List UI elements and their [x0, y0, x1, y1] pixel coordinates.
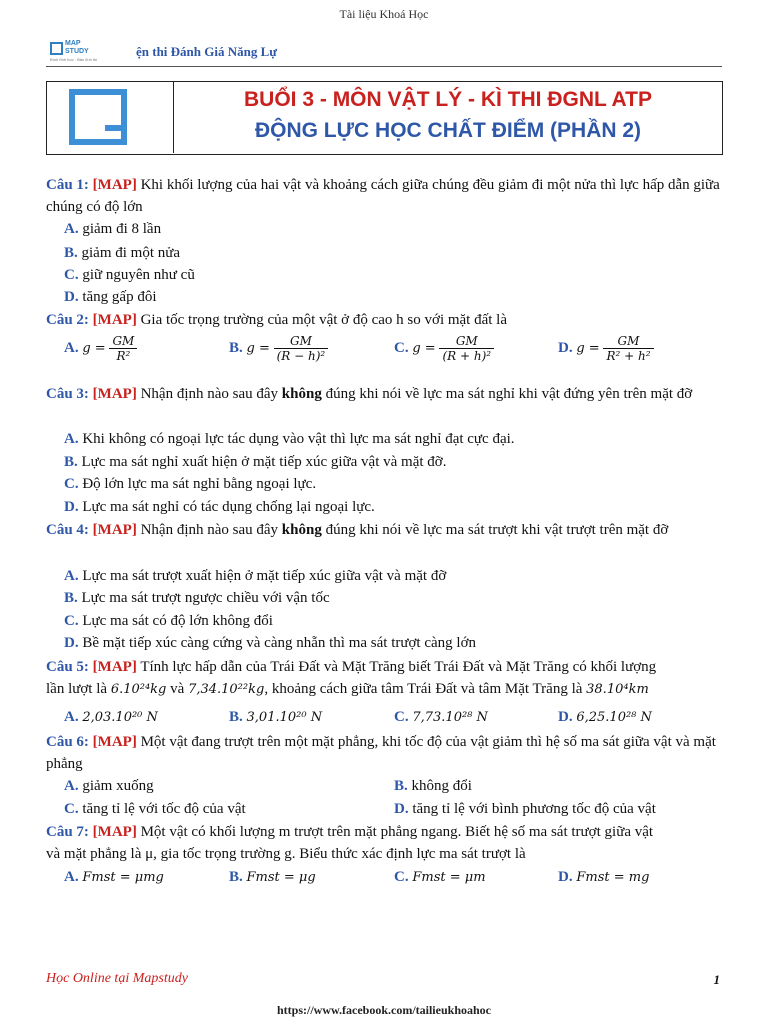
option-7c[interactable]: [394, 866, 486, 889]
option-6b[interactable]: [394, 775, 472, 797]
question-line-2: và mặt phẳng là μ, gia tốc trọng trường g. Biểu thức xác định lực ma sát trượt là: [46, 846, 526, 862]
option-letter: C.: [394, 709, 409, 725]
option-text: tăng tỉ lệ với tốc độ của vật: [82, 801, 246, 817]
option-text: tăng gấp đôi: [82, 289, 157, 305]
option-letter: D.: [558, 869, 573, 885]
question-line-1: [46, 821, 726, 843]
option-4b[interactable]: [64, 587, 330, 609]
option-text: Khi không có ngoại lực tác dụng vào vật thì lực ma sát nghỉ đạt cực đại.: [82, 431, 515, 447]
option-5a[interactable]: [64, 706, 158, 729]
title-banner: [46, 81, 723, 155]
logo-gap: [83, 104, 89, 134]
option-letter: A.: [64, 568, 79, 584]
map-tag: [MAP]: [92, 312, 137, 328]
option-6c[interactable]: [64, 798, 246, 820]
fraction-denominator: (R − h)²: [276, 349, 326, 363]
fraction-numerator: GM: [603, 334, 653, 349]
option-letter: B.: [64, 454, 78, 470]
option-letter: A.: [64, 221, 79, 237]
map-tag: [MAP]: [92, 386, 137, 402]
option-letter: D.: [394, 801, 409, 817]
page-number: 1: [713, 972, 720, 987]
option-letter: D.: [558, 339, 573, 356]
mapstudy-logo-small: [50, 40, 98, 64]
option-text: tăng tỉ lệ với bình phương tốc độ của vật: [412, 801, 656, 817]
page-header: [50, 40, 720, 68]
option-letter: C.: [64, 267, 79, 283]
question-text-post: đúng khi nói về lực ma sát nghỉ khi vật đứng yên trên mặt đỡ: [321, 386, 693, 402]
map-tag: [MAP]: [92, 659, 137, 675]
option-4a[interactable]: [64, 565, 446, 587]
fraction: [603, 334, 653, 363]
formula-lhs: g =: [412, 340, 436, 356]
question-label: Câu 3:: [46, 386, 89, 402]
option-text: Lực ma sát có độ lớn không đổi: [82, 613, 273, 629]
option-letter: B.: [229, 869, 243, 885]
option-1b[interactable]: [64, 242, 180, 264]
question-label: Câu 2:: [46, 312, 89, 328]
question-2: [46, 309, 726, 331]
footer-url-link[interactable]: https://www.facebook.com/tailieukhoahoc: [276, 1003, 491, 1017]
option-text: Lực ma sát nghỉ có tác dụng chống lại ngoại lực.: [82, 499, 375, 515]
fraction-denominator: (R + h)²: [442, 349, 492, 363]
question-label: Câu 5:: [46, 659, 89, 675]
mapstudy-logo-large: [47, 82, 174, 153]
question-line-2: [46, 678, 726, 701]
option-text: 3,01.10²⁰ N: [246, 710, 323, 725]
question-text-emphasis: không: [281, 522, 322, 538]
option-4c[interactable]: [64, 610, 273, 632]
map-tag: [MAP]: [92, 522, 137, 538]
fraction-denominator: R²: [116, 349, 131, 363]
option-6a[interactable]: [64, 775, 154, 797]
fraction: [439, 334, 494, 363]
earth-mass: 6.10²⁴kg: [110, 682, 167, 697]
footer-promo: Học Online tại Mapstudy: [46, 971, 188, 986]
option-text: Bề mặt tiếp xúc càng cứng và càng nhẵn thì ma sát trượt càng lớn: [82, 635, 477, 651]
option-text: 6,25.10²⁸ N: [576, 710, 652, 725]
option-letter: B.: [394, 778, 408, 794]
option-text: Fmst = μm: [412, 870, 486, 885]
option-3d[interactable]: [64, 496, 375, 518]
fraction-denominator: R² + h²: [606, 349, 651, 363]
option-text: giảm đi 8 lần: [82, 221, 162, 237]
formula-lhs: g =: [576, 340, 600, 356]
logo-text: MAP STUDY: [65, 40, 89, 55]
option-letter: A.: [64, 869, 79, 885]
banner-title-2: ĐỘNG LỰC HỌC CHẤT ĐIỂM (PHẦN 2): [254, 119, 642, 142]
option-text: Lực ma sát nghỉ xuất hiện ở mặt tiếp xúc giữa vật và mặt đỡ.: [81, 454, 447, 470]
question-1: [46, 174, 726, 218]
map-tag: [MAP]: [92, 734, 137, 750]
option-text: giữ nguyên như cũ: [82, 267, 195, 283]
option-text: Fmst = mg: [576, 870, 650, 885]
option-3a[interactable]: [64, 428, 515, 450]
option-text: Fmst = μg: [246, 870, 316, 885]
option-1c[interactable]: [64, 264, 195, 286]
option-letter: B.: [229, 709, 243, 725]
question-6: [46, 731, 726, 775]
option-letter: D.: [558, 709, 573, 725]
question-text: Một vật có khối lượng m trượt trên mặt phẳng ngang. Biết hệ số ma sát trượt giữa vật: [140, 824, 654, 840]
option-letter: A.: [64, 431, 79, 447]
option-4d[interactable]: [64, 632, 476, 654]
logo-underscore: [105, 125, 127, 131]
question-7: [46, 821, 726, 865]
logo-m-icon: [69, 89, 127, 145]
question-text: và: [166, 681, 189, 697]
question-5: [46, 656, 726, 701]
banner-title-1: BUỔI 3 - MÔN VẬT LÝ - KÌ THI ĐGNL ATP: [244, 88, 652, 111]
option-1d[interactable]: [64, 286, 157, 308]
logo-mark-icon: [50, 42, 63, 55]
question-text: , khoảng cách giữa tâm Trái Đất và tâm Mặt Trăng là: [264, 681, 587, 697]
option-letter: D.: [64, 499, 79, 515]
option-2c[interactable]: [394, 334, 494, 363]
option-7a[interactable]: [64, 866, 164, 889]
question-4: [46, 519, 726, 541]
option-5c[interactable]: [394, 706, 488, 729]
map-tag: [MAP]: [92, 177, 137, 193]
question-text: Gia tốc trọng trường của một vật ở độ cao h so với mặt đất là: [140, 312, 508, 328]
document-top-title: Tài liệu Khoá Học: [339, 7, 429, 21]
question-line-1: [46, 656, 726, 678]
question-3: [46, 383, 726, 405]
option-letter: B.: [229, 339, 243, 356]
question-label: Câu 6:: [46, 734, 89, 750]
header-subtitle: ện thi Đánh Giá Năng Lự: [136, 44, 278, 59]
question-text-pre: Nhận định nào sau đây: [140, 522, 282, 538]
option-2b[interactable]: [229, 334, 328, 363]
option-text: giảm đi một nửa: [81, 245, 181, 261]
map-tag: [MAP]: [92, 824, 137, 840]
option-letter: B.: [64, 245, 78, 261]
option-text: 2,03.10²⁰ N: [82, 710, 158, 725]
option-text: Fmst = μmg: [82, 870, 164, 885]
option-7b[interactable]: [229, 866, 316, 889]
question-label: Câu 1:: [46, 177, 89, 193]
option-1a[interactable]: [64, 218, 161, 240]
option-text: giảm xuống: [82, 778, 154, 794]
distance-value: 38.10⁴km: [586, 682, 649, 697]
fraction: [274, 334, 329, 363]
option-letter: D.: [64, 635, 79, 651]
question-text: lần lượt là: [46, 681, 111, 697]
option-letter: C.: [394, 869, 409, 885]
option-letter: B.: [64, 590, 78, 606]
moon-mass: 7,34.10²²kg: [188, 682, 265, 697]
option-5d[interactable]: [558, 706, 652, 729]
option-2a[interactable]: [64, 334, 137, 363]
option-letter: C.: [394, 339, 409, 356]
question-text: Khi khối lượng của hai vật và khoảng cách giữa chúng đều giảm đi một nửa thì lực hấp dẫn giữa chúng có độ lớn: [46, 177, 720, 215]
logo-tagline: Bình tĩnh học · Bản lĩnh thi: [50, 57, 98, 62]
question-label: Câu 7:: [46, 824, 89, 840]
option-text: không đổi: [411, 778, 472, 794]
option-3b[interactable]: [64, 451, 446, 473]
question-label: Câu 4:: [46, 522, 89, 538]
question-text-post: đúng khi nói về lực ma sát trượt khi vật trượt trên mặt đỡ: [321, 522, 669, 538]
option-letter: D.: [64, 289, 79, 305]
option-5b[interactable]: [229, 706, 322, 729]
option-letter: C.: [64, 476, 79, 492]
option-text: Độ lớn lực ma sát nghỉ bằng ngoại lực.: [82, 476, 317, 492]
option-7d[interactable]: [558, 866, 649, 889]
question-text: Tính lực hấp dẫn của Trái Đất và Mặt Trăng biết Trái Đất và Mặt Trăng có khối lượng: [140, 659, 657, 675]
option-letter: C.: [64, 801, 79, 817]
question-text: Một vật đang trượt trên một mặt phẳng, khi tốc độ của vật giảm thì hệ số ma sát giữa vật và mặt phẳng: [46, 734, 716, 772]
fraction: [109, 334, 137, 363]
option-letter: A.: [64, 339, 79, 356]
fraction-numerator: GM: [274, 334, 329, 349]
option-6d[interactable]: [394, 798, 656, 820]
option-3c[interactable]: [64, 473, 316, 495]
formula-lhs: g =: [246, 340, 270, 356]
option-letter: C.: [64, 613, 79, 629]
fraction-numerator: GM: [109, 334, 137, 349]
option-2d[interactable]: [558, 334, 654, 363]
option-text: Lực ma sát trượt ngược chiều với vận tốc: [81, 590, 330, 606]
formula-lhs: g =: [82, 340, 106, 356]
option-letter: A.: [64, 778, 79, 794]
option-text: 7,73.10²⁸ N: [412, 710, 488, 725]
fraction-numerator: GM: [439, 334, 494, 349]
header-divider: [46, 66, 722, 67]
question-text-pre: Nhận định nào sau đây: [140, 386, 282, 402]
option-letter: A.: [64, 709, 79, 725]
option-text: Lực ma sát trượt xuất hiện ở mặt tiếp xúc giữa vật và mặt đỡ: [82, 568, 447, 584]
question-text-emphasis: không: [281, 386, 322, 402]
